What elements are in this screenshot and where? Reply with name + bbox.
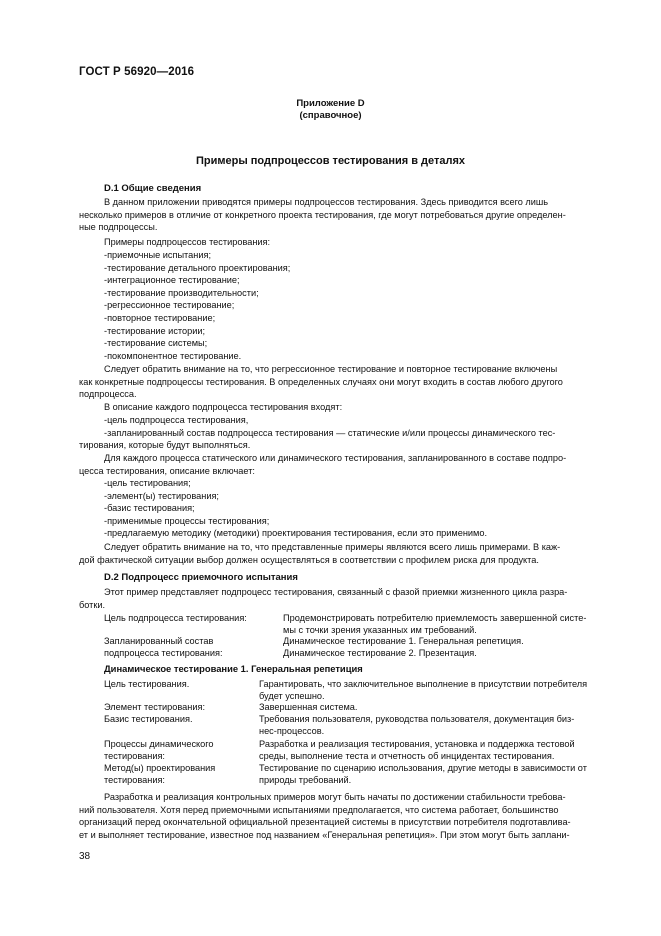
text-line: Метод(ы) проектирования	[104, 763, 216, 773]
text-line: ные подпроцессы.	[79, 222, 158, 233]
plan-label	[104, 636, 223, 659]
text-line: ний пользователя. Хотя перед приемочными испытаниями предполагается, что система работает, большинство	[79, 804, 559, 815]
text-line: будет успешно.	[259, 690, 325, 701]
goal-label: Цель подпроцесса тестирования:	[104, 613, 247, 623]
list-item: -тестирование производительности;	[104, 287, 259, 298]
test-basis-label: Базис тестирования.	[104, 714, 193, 724]
d1-paragraph-4	[79, 541, 615, 566]
design-methods-value	[259, 763, 615, 786]
text-line: природы требований.	[259, 774, 352, 785]
text-line: Разработка и реализация контрольных примеров могут быть начаты по достижении стабильности требова-	[104, 792, 566, 802]
text-line: дой фактической ситуации выбор должен осуществляться в соответствии с профилем риска для продукта.	[79, 554, 539, 565]
text-line: Разработка и реализация тестирования, установка и поддержка тестовой	[259, 739, 575, 749]
design-methods-label	[104, 763, 254, 786]
list-item: -тестирование детального проектирования;	[104, 262, 291, 273]
text-line: мы с точки зрения указанных им требований.	[283, 624, 477, 635]
text-line: Продемонстрировать потребителю приемлемость завершенной систе-	[283, 613, 587, 623]
text-line: ботки.	[79, 599, 106, 610]
dynamic-processes-label	[104, 739, 254, 762]
list-item: -повторное тестирование;	[104, 312, 216, 323]
d1-paragraph-1	[79, 196, 615, 234]
list-item: -применимые процессы тестирования;	[104, 515, 270, 526]
text-line: Для каждого процесса статического или динамического тестирования, запланированного в составе подпро-	[104, 453, 567, 463]
plan-value	[283, 636, 615, 659]
dynamic-processes-value	[259, 739, 615, 762]
list-item: -регрессионное тестирование;	[104, 300, 235, 311]
text-line: Тестирование по сценарию использования, другие методы в зависимости от	[259, 763, 587, 773]
d2-intro	[79, 586, 615, 611]
d1-paragraph-2	[79, 363, 615, 401]
appendix-title: Приложение D	[296, 98, 365, 109]
list-item: -приемочные испытания;	[104, 250, 211, 260]
text-line: Следует обратить внимание на то, что представленные примеры являются всего лишь примерами. В каж-	[104, 542, 561, 552]
section-d2-heading: D.2 Подпроцесс приемочного испытания	[104, 572, 298, 583]
d1-paragraph-3	[79, 452, 615, 477]
test-basis-value	[259, 714, 615, 737]
appendix-note: (справочное)	[299, 110, 362, 121]
text-line: подпроцесса тестирования:	[104, 647, 223, 658]
text-line: тестирования:	[104, 774, 165, 785]
text-line: Динамическое тестирование 2. Презентация.	[283, 647, 477, 658]
desc-intro: В описание каждого подпроцесса тестирования входят:	[104, 402, 343, 412]
section-d1-heading: D.1 Общие сведения	[104, 183, 202, 194]
text-line: цесса тестирования, описание включает:	[79, 465, 255, 476]
text-line: подпроцесса.	[79, 389, 137, 400]
examples-list	[104, 249, 615, 362]
list-item: -базис тестирования;	[104, 503, 195, 514]
text-line: Процессы динамического	[104, 739, 214, 749]
text-line: среды, выполнение теста и отчетность об инцидентах тестирования.	[259, 750, 555, 761]
text-line: Динамическое тестирование 1. Генеральная репетиция.	[283, 636, 524, 646]
test-element-label: Элемент тестирования:	[104, 702, 206, 712]
text-line: Следует обратить внимание на то, что регрессионное тестирование и повторное тестирование включены	[104, 364, 558, 374]
test-element-value: Завершенная система.	[259, 702, 358, 712]
test-goal-label: Цель тестирования.	[104, 679, 190, 689]
text-line: В данном приложении приводятся примеры подпроцессов тестирования. Здесь приводится всего лишь	[104, 197, 549, 207]
document-header: ГОСТ Р 56920—2016	[79, 66, 195, 78]
text-line: как конкретные подпроцессы тестирования. В определенных случаях они могут входить в состав любого другого	[79, 376, 563, 387]
list-item: -элемент(ы) тестирования;	[104, 490, 219, 501]
text-line: Требования пользователя, руководства пользователя, документация биз-	[259, 714, 575, 724]
text-line: несколько примеров в отличие от конкретного проекта тестирования, где могут потребоваться другие определен-	[79, 209, 566, 220]
text-line: тестирования:	[104, 750, 165, 761]
d2-final-paragraph	[79, 791, 615, 841]
list-item: -тестирование истории;	[104, 325, 206, 336]
list-item: -запланированный состав подпроцесса тестирования — статические и/или процессы динамического тес-	[104, 427, 556, 438]
desc-list	[104, 414, 615, 439]
list-item: -тестирование системы;	[104, 338, 208, 349]
includes-list	[104, 477, 615, 540]
text-line: Этот пример представляет подпроцесс тестирования, связанный с фазой приемки жизненного цикла разра-	[104, 587, 568, 597]
text-line: нес-процессов.	[259, 725, 325, 736]
page-number: 38	[79, 851, 91, 862]
text-line: Гарантировать, что заключительное выполнение в присутствии потребителя	[259, 679, 588, 689]
examples-intro: Примеры подпроцессов тестирования:	[104, 237, 271, 247]
text-line: организаций перед окончательной официальной презентацией системы в присутствии потребителя подготавлива-	[79, 817, 571, 828]
list-item: -покомпонентное тестирование.	[104, 350, 242, 361]
goal-value	[283, 613, 615, 636]
test-goal-value	[259, 679, 615, 702]
desc-list-continuation: тирования, которые будут выполняться.	[79, 440, 251, 450]
dynamic-test-heading: Динамическое тестирование 1. Генеральная репетиция	[104, 663, 363, 674]
main-title: Примеры подпроцессов тестирования в деталях	[195, 155, 466, 167]
text-line: ет и выполняет тестирование, известное под названием «Генеральная репетиция». При этом могут быть заплани-	[79, 829, 570, 840]
text-line: Запланированный состав	[104, 636, 214, 646]
list-item: -предлагаемую методику (методики) проектирования тестирования, если это применимо.	[104, 528, 488, 539]
list-item: -интеграционное тестирование;	[104, 275, 240, 286]
list-item: -цель подпроцесса тестирования,	[104, 415, 249, 425]
list-item: -цель тестирования;	[104, 478, 191, 488]
